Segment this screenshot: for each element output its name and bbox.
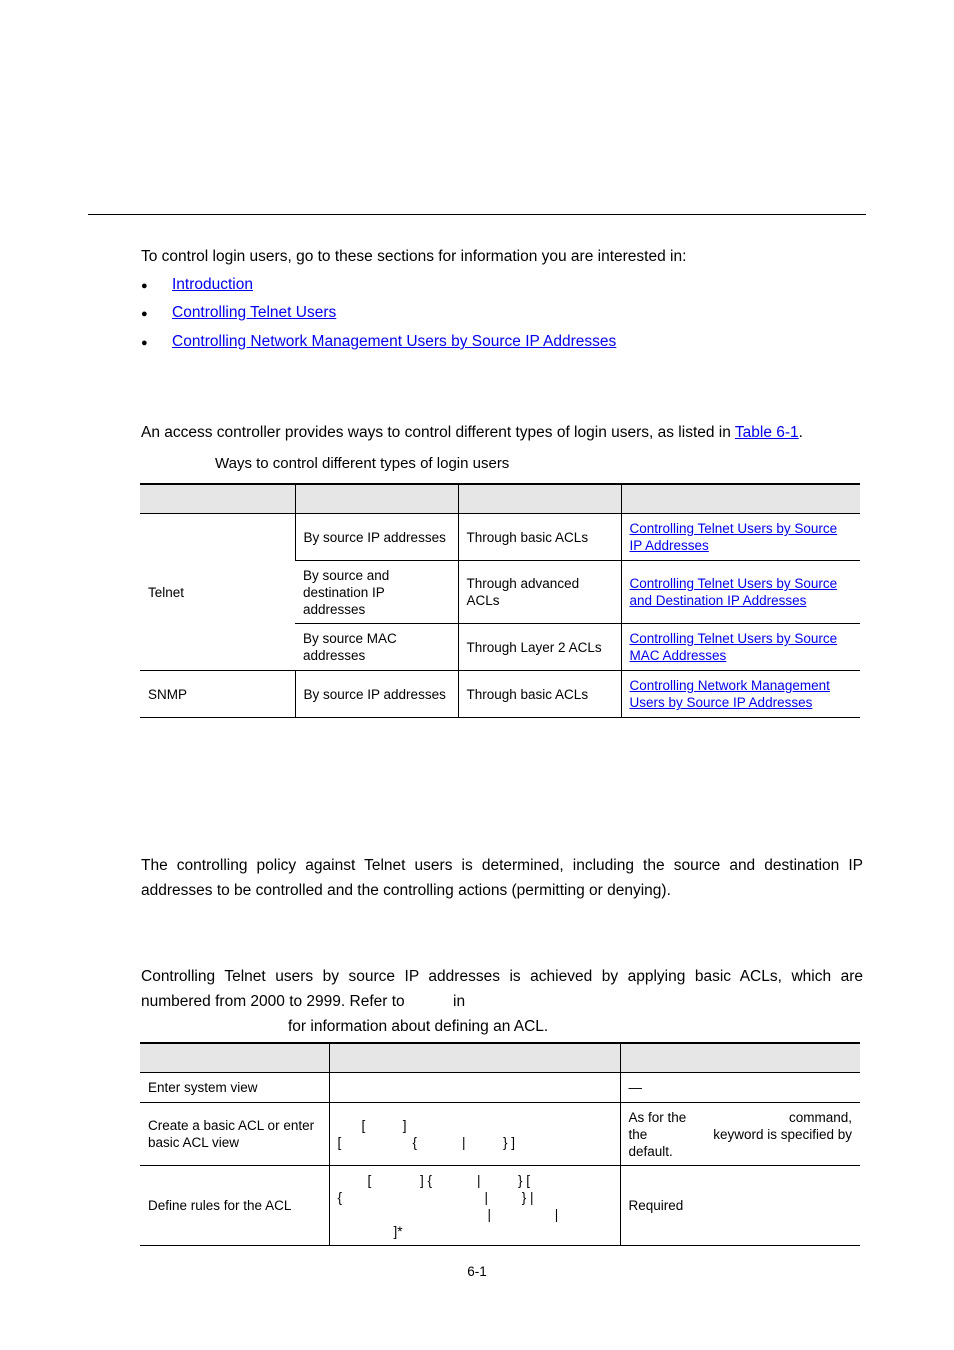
command-line: ]* xyxy=(393,1223,403,1239)
page-number: 6-1 xyxy=(467,1264,487,1279)
implementation-cell: Through advanced ACLs xyxy=(458,561,621,624)
bullet-icon: ● xyxy=(141,337,148,349)
command-cell xyxy=(329,1166,620,1246)
link-controlling-nm-users[interactable]: Controlling Network Management Users by Source IP Addresses xyxy=(172,333,617,350)
table-row xyxy=(140,1073,860,1103)
list-item xyxy=(141,272,253,299)
command-line: | | xyxy=(487,1206,559,1222)
table-header-row xyxy=(140,1043,860,1073)
access-controller-text-end: . xyxy=(798,424,803,441)
table-row xyxy=(140,1103,860,1166)
remarks-line: default. xyxy=(628,1143,673,1159)
command-cell xyxy=(329,1103,620,1166)
link-controlling-telnet-users[interactable]: Controlling Telnet Users xyxy=(172,304,337,321)
bullet-icon: ● xyxy=(141,280,148,292)
access-controller-text-start: An access controller provides ways to control different types of login users, as listed in xyxy=(141,424,735,441)
policy-text: The controlling policy against Telnet users is determined, including the source and destination IP addresses to be controlled and the controlling actions (permitting or denying). xyxy=(141,857,863,899)
header-cell xyxy=(621,484,860,514)
command-line: { | } | xyxy=(337,1189,534,1205)
implementation-cell: Through Layer 2 ACLs xyxy=(458,624,621,671)
reference-cell xyxy=(621,561,860,624)
link-nm-source-ip[interactable]: Controlling Network Management Users by Source IP Addresses xyxy=(629,678,830,710)
header-rule xyxy=(88,214,866,215)
command-cell xyxy=(329,1073,620,1103)
command-line: [ { | } ] xyxy=(337,1135,516,1150)
remarks-cell: Required xyxy=(620,1166,860,1246)
login-control-table xyxy=(140,483,860,718)
table-row xyxy=(140,1166,860,1246)
operation-cell: Enter system view xyxy=(140,1073,329,1103)
bullet-icon: ● xyxy=(141,308,148,320)
remarks-line xyxy=(629,1109,853,1126)
implementation-cell: Through basic ACLs xyxy=(458,671,621,718)
table1-caption: Ways to control different types of login users xyxy=(215,455,510,472)
list-item xyxy=(141,300,337,327)
reference-cell xyxy=(621,624,860,671)
link-table-6-1[interactable]: Table 6-1 xyxy=(734,424,799,441)
header-cell xyxy=(329,1043,620,1073)
table-row xyxy=(140,514,860,561)
operation-cell: Create a basic ACL or enter basic ACL view xyxy=(140,1103,329,1166)
access-controller-text xyxy=(141,420,803,445)
remarks-line xyxy=(629,1126,853,1143)
reference-cell xyxy=(621,671,860,718)
remarks-word: keyword is specified by xyxy=(713,1126,852,1142)
table-row xyxy=(140,671,860,718)
command-line: [ ] xyxy=(361,1118,407,1133)
remarks-word: command, xyxy=(788,1109,852,1125)
link-telnet-source-ip[interactable]: Controlling Telnet Users by Source IP Addresses xyxy=(629,521,838,553)
login-type-cell: SNMP xyxy=(140,671,295,718)
login-type-cell: Telnet xyxy=(140,514,295,671)
method-cell: By source IP addresses xyxy=(295,514,458,561)
table-header-row xyxy=(140,484,860,514)
basic-acl-line-1: Controlling Telnet users by source IP addresses is achieved by applying basic ACLs, which are xyxy=(141,968,863,985)
header-cell xyxy=(140,1043,329,1073)
method-cell: By source IP addresses xyxy=(295,671,458,718)
link-introduction[interactable]: Introduction xyxy=(172,276,253,293)
basic-acl-line-2: numbered from 2000 to 2999. Refer to xyxy=(141,993,405,1010)
header-cell xyxy=(295,484,458,514)
acl-config-table xyxy=(140,1042,860,1246)
header-cell xyxy=(620,1043,860,1073)
list-item xyxy=(141,329,617,356)
basic-acl-line-3: for information about defining an ACL. xyxy=(288,1018,549,1035)
reference-cell xyxy=(621,514,860,561)
method-cell: By source and destination IP addresses xyxy=(295,561,458,624)
method-cell: By source MAC addresses xyxy=(295,624,458,671)
header-cell xyxy=(458,484,621,514)
link-telnet-source-mac[interactable]: Controlling Telnet Users by Source MAC Addresses xyxy=(629,631,838,663)
remarks-word: As for the xyxy=(628,1109,687,1125)
remarks-cell: — xyxy=(620,1073,860,1103)
link-telnet-source-dest-ip[interactable]: Controlling Telnet Users by Source and Destination IP Addresses xyxy=(629,576,838,608)
basic-acl-line-2-in: in xyxy=(453,993,466,1010)
remarks-cell xyxy=(620,1103,860,1166)
command-line: [ ] { | } [ xyxy=(367,1172,531,1188)
remarks-word: the xyxy=(628,1126,648,1142)
operation-cell: Define rules for the ACL xyxy=(140,1166,329,1246)
header-cell xyxy=(140,484,295,514)
implementation-cell: Through basic ACLs xyxy=(458,514,621,561)
intro-text: To control login users, go to these sections for information you are interested in: xyxy=(141,248,687,265)
